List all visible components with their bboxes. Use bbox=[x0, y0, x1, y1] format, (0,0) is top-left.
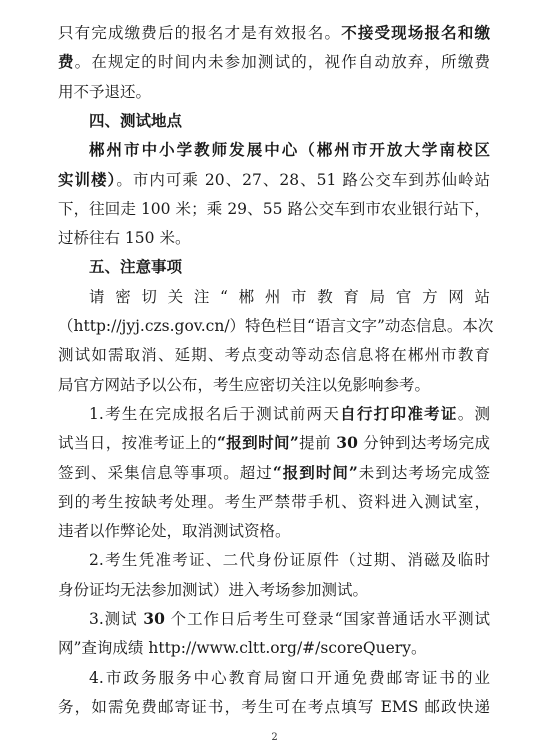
text-run: 请密切关注“郴州市教育局官方网站 bbox=[89, 287, 490, 306]
text-line bbox=[58, 518, 490, 544]
text-line bbox=[58, 694, 490, 720]
text-line bbox=[58, 635, 490, 661]
text-line bbox=[58, 313, 494, 339]
text-run: 签到、采集信息等事项。超过 bbox=[58, 463, 273, 482]
bold-text-run: 四、测试地点 bbox=[89, 110, 183, 130]
text-run: 个工作日后考生可登录“国家普通话水平测试 bbox=[164, 610, 490, 628]
page-number: 2 bbox=[271, 732, 278, 743]
text-run: 身份证均无法参加测试）进入考场参加测试。 bbox=[58, 580, 369, 599]
text-run: 分钟到达考场完成 bbox=[357, 434, 490, 453]
bold-text-run: 实训楼） bbox=[58, 169, 117, 189]
bold-text-run: 30 bbox=[336, 433, 358, 453]
text-line bbox=[58, 79, 490, 105]
bold-text-run: 郴州市中小学教师发展中心（郴州市开放大学南校区 bbox=[89, 140, 490, 160]
text-run: 下，往回走 100 米；乘 29、55 路公交车到市农业银行站下， bbox=[58, 199, 490, 218]
text-run: 测试如需取消、延期、考点变动等动态信息将在郴州市教育 bbox=[58, 346, 490, 365]
bold-text-run: 费 bbox=[58, 52, 75, 72]
text-line bbox=[58, 489, 490, 515]
text-line bbox=[58, 20, 490, 46]
text-line bbox=[58, 342, 490, 368]
text-line bbox=[89, 401, 490, 427]
bold-text-run: 30 bbox=[143, 609, 165, 628]
text-line bbox=[58, 225, 490, 251]
text-run: 提前 bbox=[298, 434, 337, 453]
text-run: 未到达考场完成签 bbox=[357, 463, 490, 482]
text-run: 。在规定的时间内未参加测试的，视作自动放弃，所缴费 bbox=[74, 53, 490, 72]
text-line bbox=[58, 49, 490, 75]
bold-text-run: 自行打印准考证 bbox=[340, 403, 458, 423]
text-line bbox=[89, 665, 490, 691]
text-run: （http://jyj.czs.gov.cn/）特色栏目“语言文字”动态信息。本次 bbox=[58, 317, 494, 335]
text-run: 网”查询成绩 http://www.cltt.org/#/scoreQuery。 bbox=[58, 639, 427, 658]
text-run: 过桥往右 150 米。 bbox=[58, 229, 191, 248]
text-run: 1.考生在完成报名后于测试前两天 bbox=[89, 404, 341, 423]
text-line bbox=[58, 196, 490, 222]
text-line bbox=[58, 372, 490, 398]
text-run: 务，如需免费邮寄证书，考生可在考点填写 EMS 邮政快递 bbox=[58, 697, 490, 716]
text-run: 。市内可乘 20、27、28、51 路公交车到苏仙岭站 bbox=[116, 170, 490, 189]
text-run: 4.市政务服务中心教育局窗口开通免费邮寄证书的业 bbox=[89, 668, 490, 687]
text-run: 。测 bbox=[457, 404, 490, 423]
text-run: 用不予退还。 bbox=[58, 82, 152, 101]
text-run: 只有完成缴费后的报名才是有效报名。 bbox=[58, 24, 342, 42]
text-line bbox=[58, 577, 490, 603]
text-line bbox=[89, 606, 490, 632]
text-run: 局官方网站予以公布，考生应密切关注以免影响参考。 bbox=[58, 375, 431, 394]
bold-text-run: 五、注意事项 bbox=[89, 257, 183, 277]
text-run: 违者以作弊论处，取消测试资格。 bbox=[58, 522, 291, 541]
bold-text-run: “报到时间” bbox=[216, 433, 299, 453]
text-line bbox=[89, 137, 490, 163]
bold-text-run: “报到时间” bbox=[272, 462, 358, 482]
text-line bbox=[89, 254, 490, 280]
text-run: 3.测试 bbox=[89, 610, 144, 628]
text-run: 试当日，按准考证上的 bbox=[58, 434, 217, 453]
text-run: 到的考生按缺考处理。考生严禁带手机、资料进入测试室， bbox=[58, 492, 490, 511]
text-run: 2.考生凭准考证、二代身份证原件（过期、消磁及临时 bbox=[89, 551, 490, 570]
text-line bbox=[89, 108, 490, 134]
text-line bbox=[89, 284, 490, 310]
text-line bbox=[89, 547, 490, 573]
text-line bbox=[58, 460, 490, 486]
bold-text-run: 不接受现场报名和缴 bbox=[341, 23, 490, 42]
text-line bbox=[58, 430, 490, 456]
text-line bbox=[58, 167, 490, 193]
